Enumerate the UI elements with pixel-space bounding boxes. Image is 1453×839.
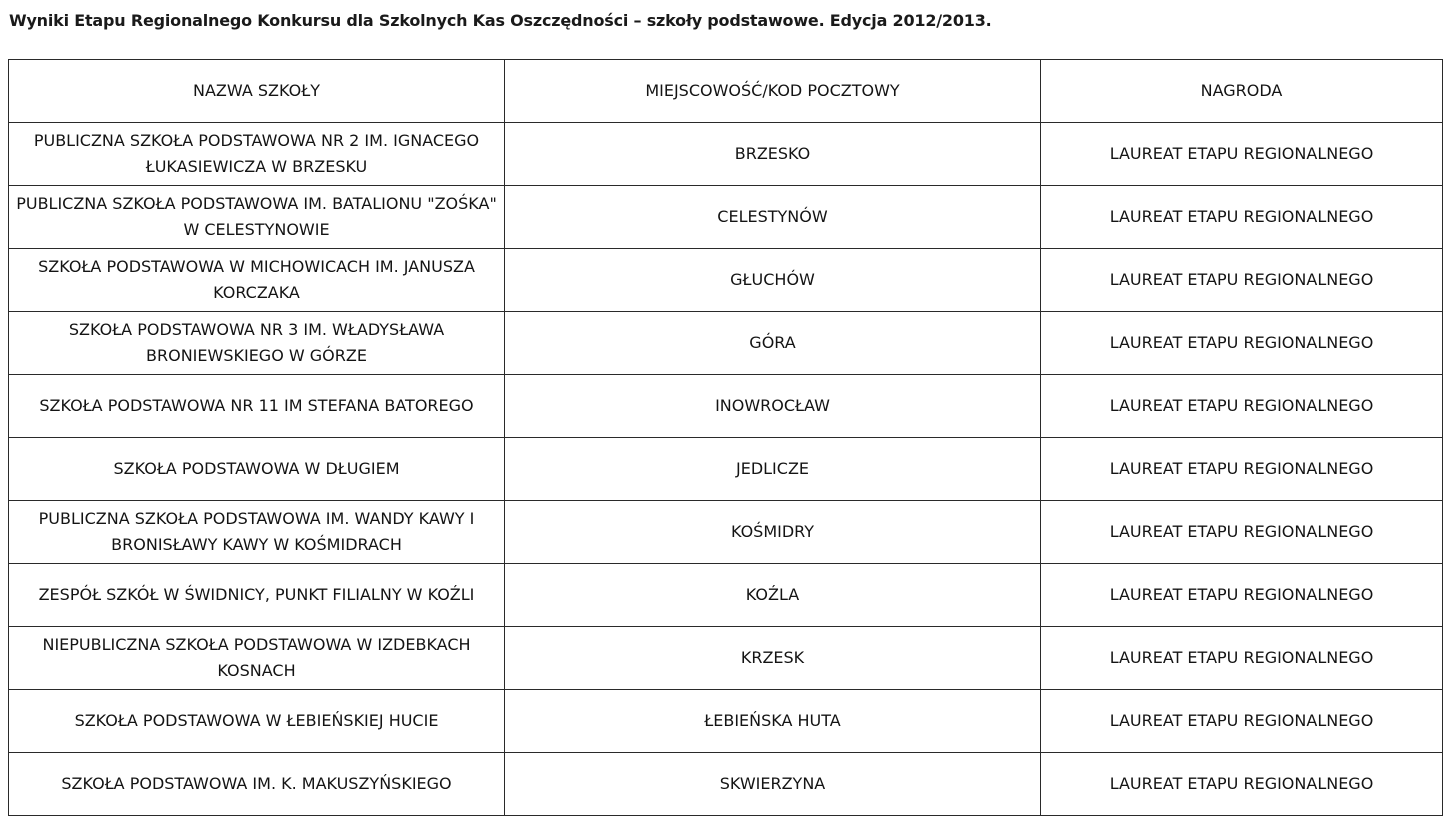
header-award: NAGRODA	[1041, 60, 1443, 123]
place-cell: SKWIERZYNA	[505, 753, 1041, 816]
award-cell: LAUREAT ETAPU REGIONALNEGO	[1041, 627, 1443, 690]
school-name-cell: SZKOŁA PODSTAWOWA NR 11 IM STEFANA BATOREGO	[9, 375, 505, 438]
school-name-cell: SZKOŁA PODSTAWOWA W ŁEBIEŃSKIEJ HUCIE	[9, 690, 505, 753]
place-cell: KOŹLA	[505, 564, 1041, 627]
school-name-cell: SZKOŁA PODSTAWOWA IM. K. MAKUSZYŃSKIEGO	[9, 753, 505, 816]
place-cell: BRZESKO	[505, 123, 1041, 186]
header-school-name: NAZWA SZKOŁY	[9, 60, 505, 123]
table-row	[9, 312, 1443, 375]
award-cell: LAUREAT ETAPU REGIONALNEGO	[1041, 501, 1443, 564]
award-cell: LAUREAT ETAPU REGIONALNEGO	[1041, 375, 1443, 438]
award-cell: LAUREAT ETAPU REGIONALNEGO	[1041, 249, 1443, 312]
place-cell: JEDLICZE	[505, 438, 1041, 501]
award-cell: LAUREAT ETAPU REGIONALNEGO	[1041, 186, 1443, 249]
place-cell: KOŚMIDRY	[505, 501, 1041, 564]
table-row	[9, 123, 1443, 186]
school-name-cell: SZKOŁA PODSTAWOWA W MICHOWICACH IM. JANUSZA KORCZAKA	[9, 249, 505, 312]
results-table	[8, 59, 1443, 816]
document-title: Wyniki Etapu Regionalnego Konkursu dla Szkolnych Kas Oszczędności – szkoły podstawowe. Edycja 2012/2013.	[9, 11, 992, 30]
table-row	[9, 690, 1443, 753]
table-row	[9, 186, 1443, 249]
table-row	[9, 249, 1443, 312]
table-row	[9, 438, 1443, 501]
school-name-cell: SZKOŁA PODSTAWOWA NR 3 IM. WŁADYSŁAWA BRONIEWSKIEGO W GÓRZE	[9, 312, 505, 375]
award-cell: LAUREAT ETAPU REGIONALNEGO	[1041, 564, 1443, 627]
award-cell: LAUREAT ETAPU REGIONALNEGO	[1041, 690, 1443, 753]
table-body	[9, 123, 1443, 816]
table-row	[9, 501, 1443, 564]
table-row	[9, 375, 1443, 438]
place-cell: ŁEBIEŃSKA HUTA	[505, 690, 1041, 753]
school-name-cell: SZKOŁA PODSTAWOWA W DŁUGIEM	[9, 438, 505, 501]
school-name-cell: PUBLICZNA SZKOŁA PODSTAWOWA IM. BATALIONU "ZOŚKA" W CELESTYNOWIE	[9, 186, 505, 249]
award-cell: LAUREAT ETAPU REGIONALNEGO	[1041, 312, 1443, 375]
place-cell: GÓRA	[505, 312, 1041, 375]
header-place-postal-code: MIEJSCOWOŚĆ/KOD POCZTOWY	[505, 60, 1041, 123]
award-cell: LAUREAT ETAPU REGIONALNEGO	[1041, 438, 1443, 501]
award-cell: LAUREAT ETAPU REGIONALNEGO	[1041, 123, 1443, 186]
school-name-cell: PUBLICZNA SZKOŁA PODSTAWOWA NR 2 IM. IGNACEGO ŁUKASIEWICZA W BRZESKU	[9, 123, 505, 186]
school-name-cell: ZESPÓŁ SZKÓŁ W ŚWIDNICY, PUNKT FILIALNY W KOŹLI	[9, 564, 505, 627]
school-name-cell: PUBLICZNA SZKOŁA PODSTAWOWA IM. WANDY KAWY I BRONISŁAWY KAWY W KOŚMIDRACH	[9, 501, 505, 564]
header-row	[9, 60, 1443, 123]
table-row	[9, 753, 1443, 816]
award-cell: LAUREAT ETAPU REGIONALNEGO	[1041, 753, 1443, 816]
table-row	[9, 627, 1443, 690]
table-header	[9, 60, 1443, 123]
school-name-cell: NIEPUBLICZNA SZKOŁA PODSTAWOWA W IZDEBKACH KOSNACH	[9, 627, 505, 690]
place-cell: GŁUCHÓW	[505, 249, 1041, 312]
place-cell: INOWROCŁAW	[505, 375, 1041, 438]
place-cell: KRZESK	[505, 627, 1041, 690]
place-cell: CELESTYNÓW	[505, 186, 1041, 249]
table-row	[9, 564, 1443, 627]
